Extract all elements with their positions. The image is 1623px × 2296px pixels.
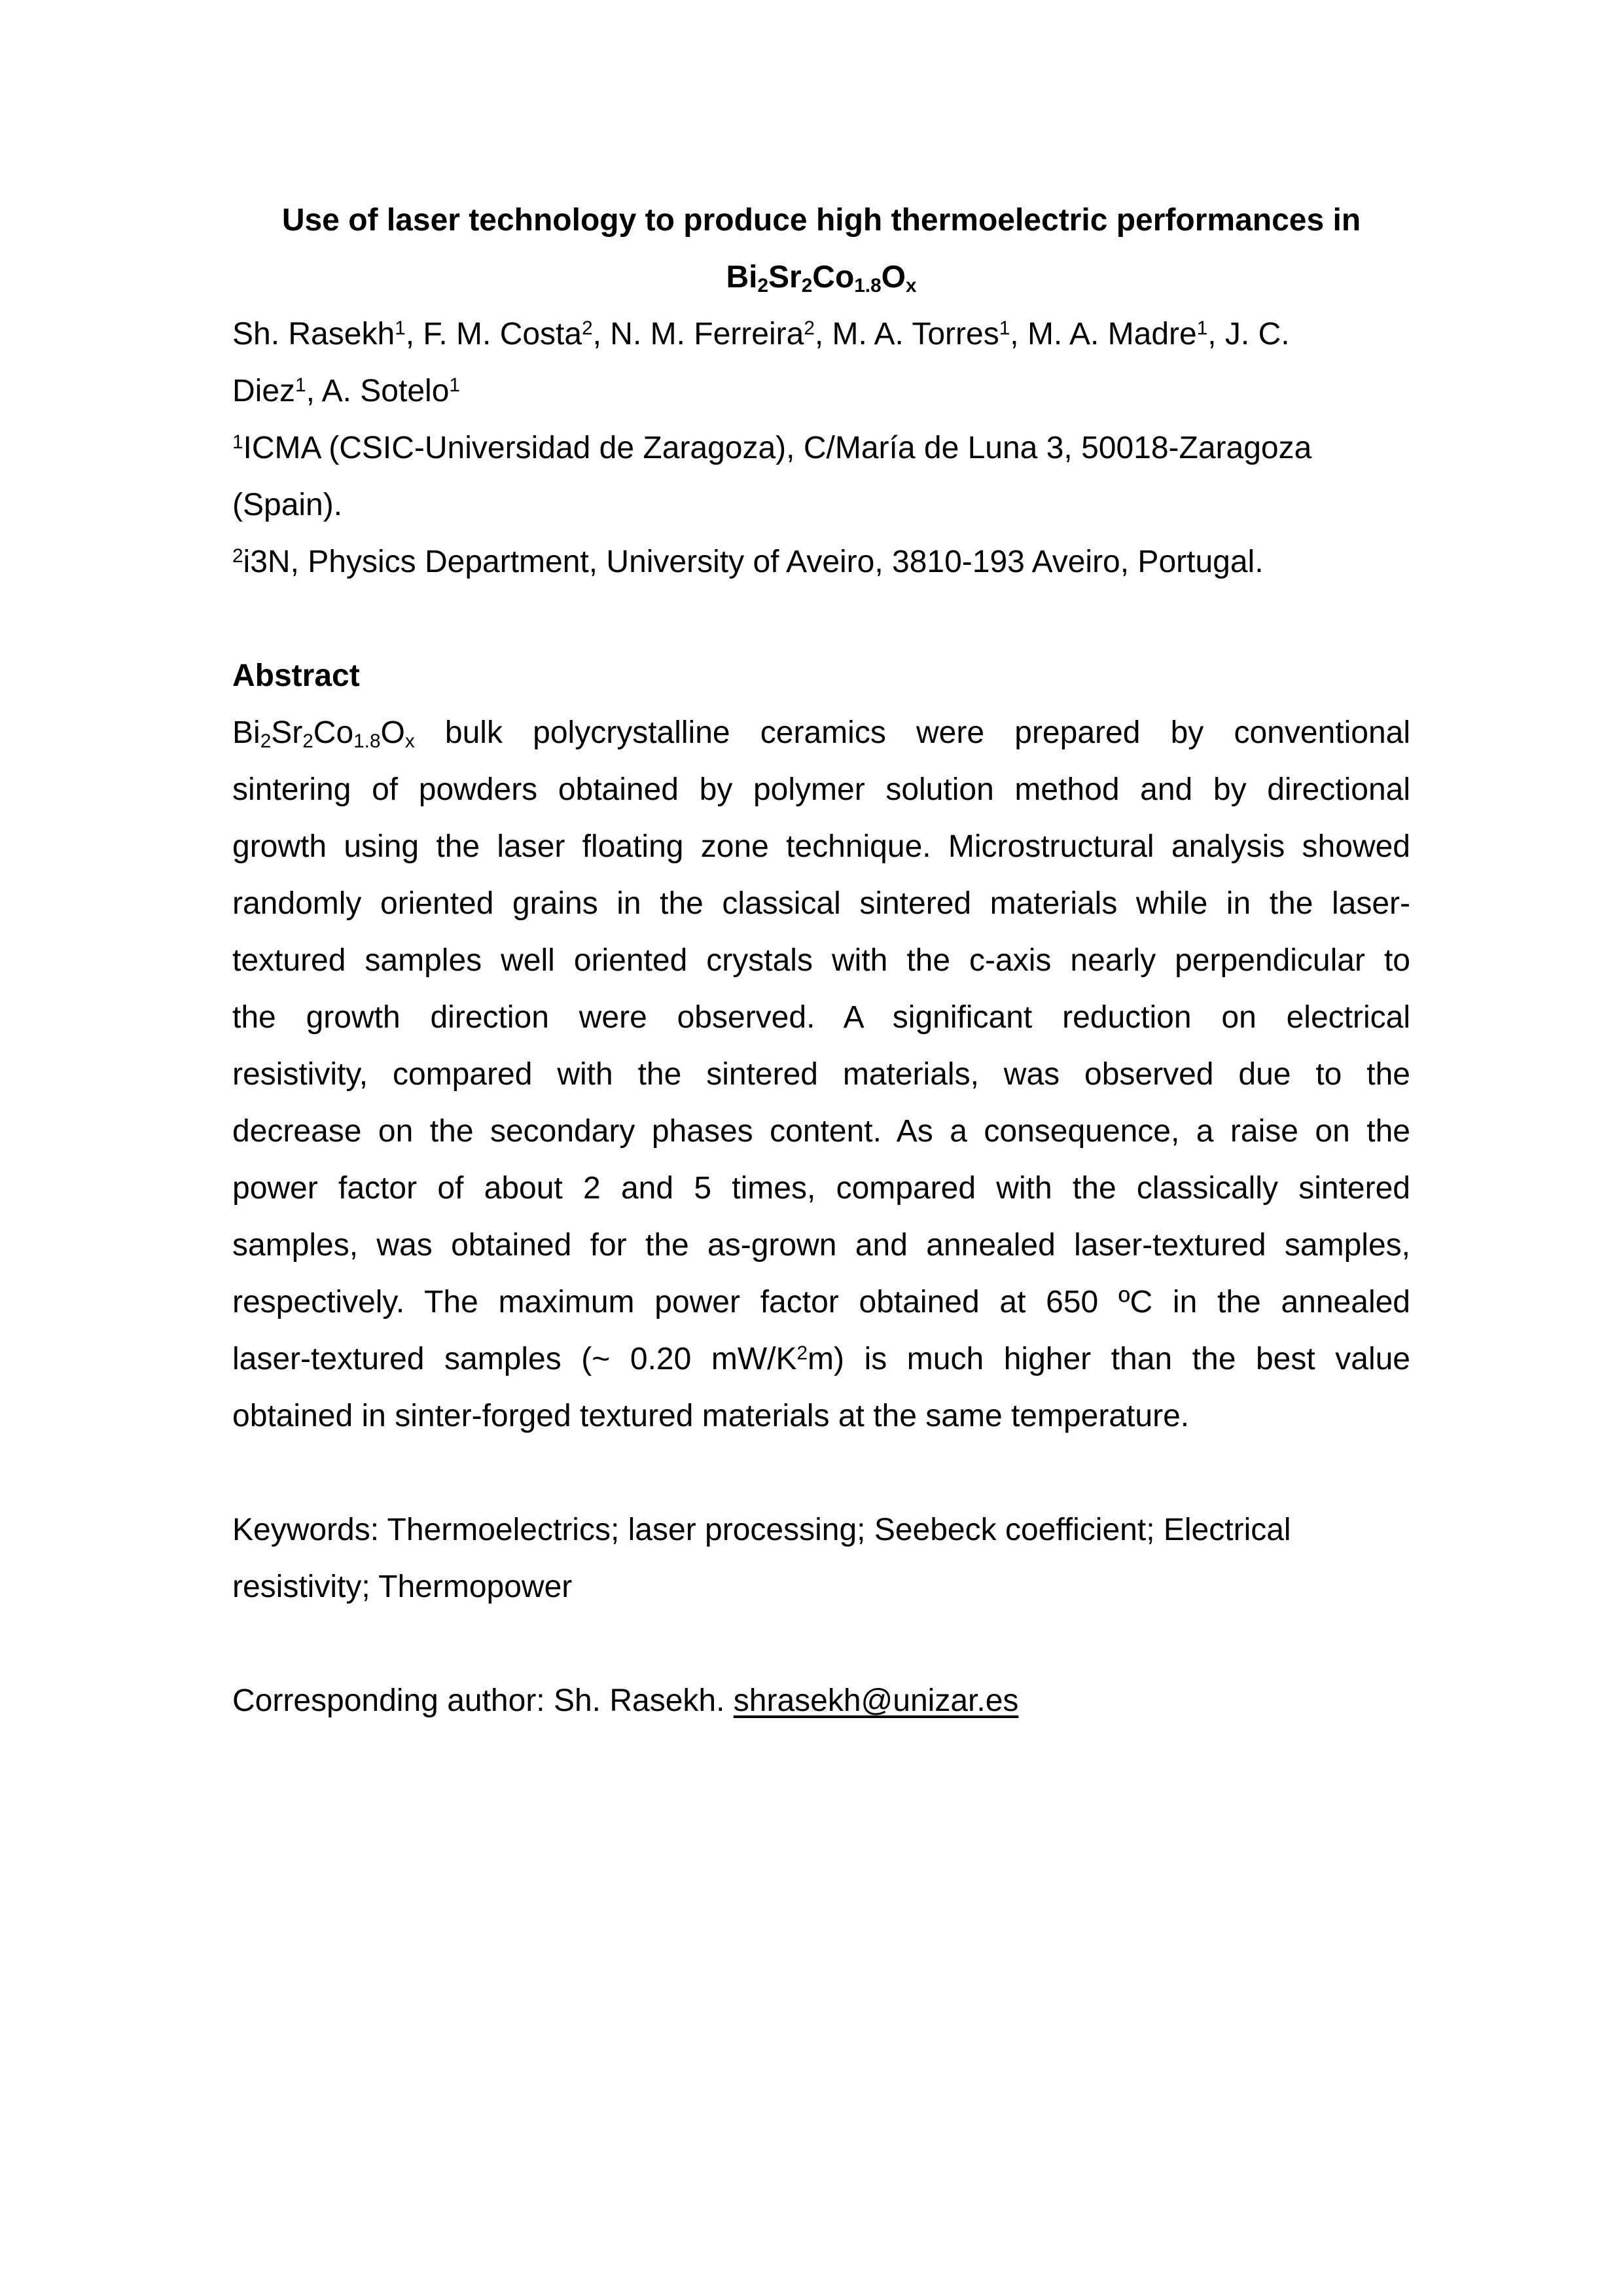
keywords-line: Keywords: Thermoelectrics; laser processing; Seebeck coefficient; Electrical — [232, 1513, 1291, 1547]
author-line: Diez$^1$, A. Sotelo$^1$ — [232, 374, 460, 408]
abstract-line: growth using the laser floating zone technique. Microstructural analysis showed — [232, 829, 1410, 864]
abstract-line: $Bi_2Sr_2Co_{1.8}O_x$ bulk polycrystalline ceramics were prepared by conventional — [232, 715, 1410, 752]
abstract-body — [232, 704, 1410, 1444]
abstract-line: resistivity, compared with the sintered materials, was observed due to the — [232, 1057, 1410, 1092]
paper-title-line1: Use of laser technology to produce high thermoelectric performances in — [281, 203, 1361, 238]
author-line: Sh. Rasekh$^1$, F. M. Costa$^2$, N. M. Ferreira$^2$, M. A. Torres$^1$, M. A. Madre$^1$, J. C. — [232, 317, 1290, 351]
affiliation-line: $^1$ICMA (CSIC-Universidad de Zaragoza), C/María de Luna 3, 50018-Zaragoza — [232, 431, 1312, 465]
corresponding-author — [232, 1672, 1410, 1729]
abstract-line: sintering of powders obtained by polymer solution method and by directional — [232, 772, 1410, 807]
corresponding-author-text: Corresponding author: Sh. Rasekh. — [232, 1683, 734, 1718]
author-list — [232, 306, 1410, 420]
abstract-line: textured samples well oriented crystals with the c-axis nearly perpendicular to — [232, 943, 1410, 978]
paper-title-formula-line: $Bi_2Sr_2Co_{1.8}O_x$ — [726, 260, 917, 296]
abstract-line: laser-textured samples (~ 0.20 $mW/K^2m$) is much higher than the best value — [232, 1342, 1410, 1376]
abstract-line: samples, was obtained for the as-grown and annealed laser-textured samples, — [232, 1228, 1410, 1263]
keywords-line: resistivity; Thermopower — [232, 1570, 573, 1604]
affiliation-line: (Spain). — [232, 488, 343, 522]
affiliations — [232, 420, 1410, 590]
abstract-line: power factor of about 2 and 5 times, compared with the classically sintered — [232, 1171, 1410, 1206]
keywords — [232, 1501, 1410, 1615]
paper-title — [232, 192, 1410, 306]
abstract-line: respectively. The maximum power factor obtained at 650 ºC in the annealed — [232, 1285, 1410, 1319]
paper-title-formula — [232, 249, 1410, 306]
abstract-heading: Abstract — [232, 658, 360, 693]
page-content — [232, 192, 1410, 1729]
abstract-line: decrease on the secondary phases content. As a consequence, a raise on the — [232, 1114, 1410, 1149]
abstract-line: randomly oriented grains in the classical sintered materials while in the laser- — [232, 886, 1410, 921]
abstract-line: obtained in sinter-forged textured materials at the same temperature. — [232, 1399, 1190, 1433]
abstract-line: the growth direction were observed. A significant reduction on electrical — [232, 1000, 1410, 1035]
affiliation-line: $^2$i3N, Physics Department, University of Aveiro, 3810-193 Aveiro, Portugal. — [232, 545, 1264, 579]
email-link[interactable]: shrasekh@unizar.es — [733, 1683, 1019, 1718]
